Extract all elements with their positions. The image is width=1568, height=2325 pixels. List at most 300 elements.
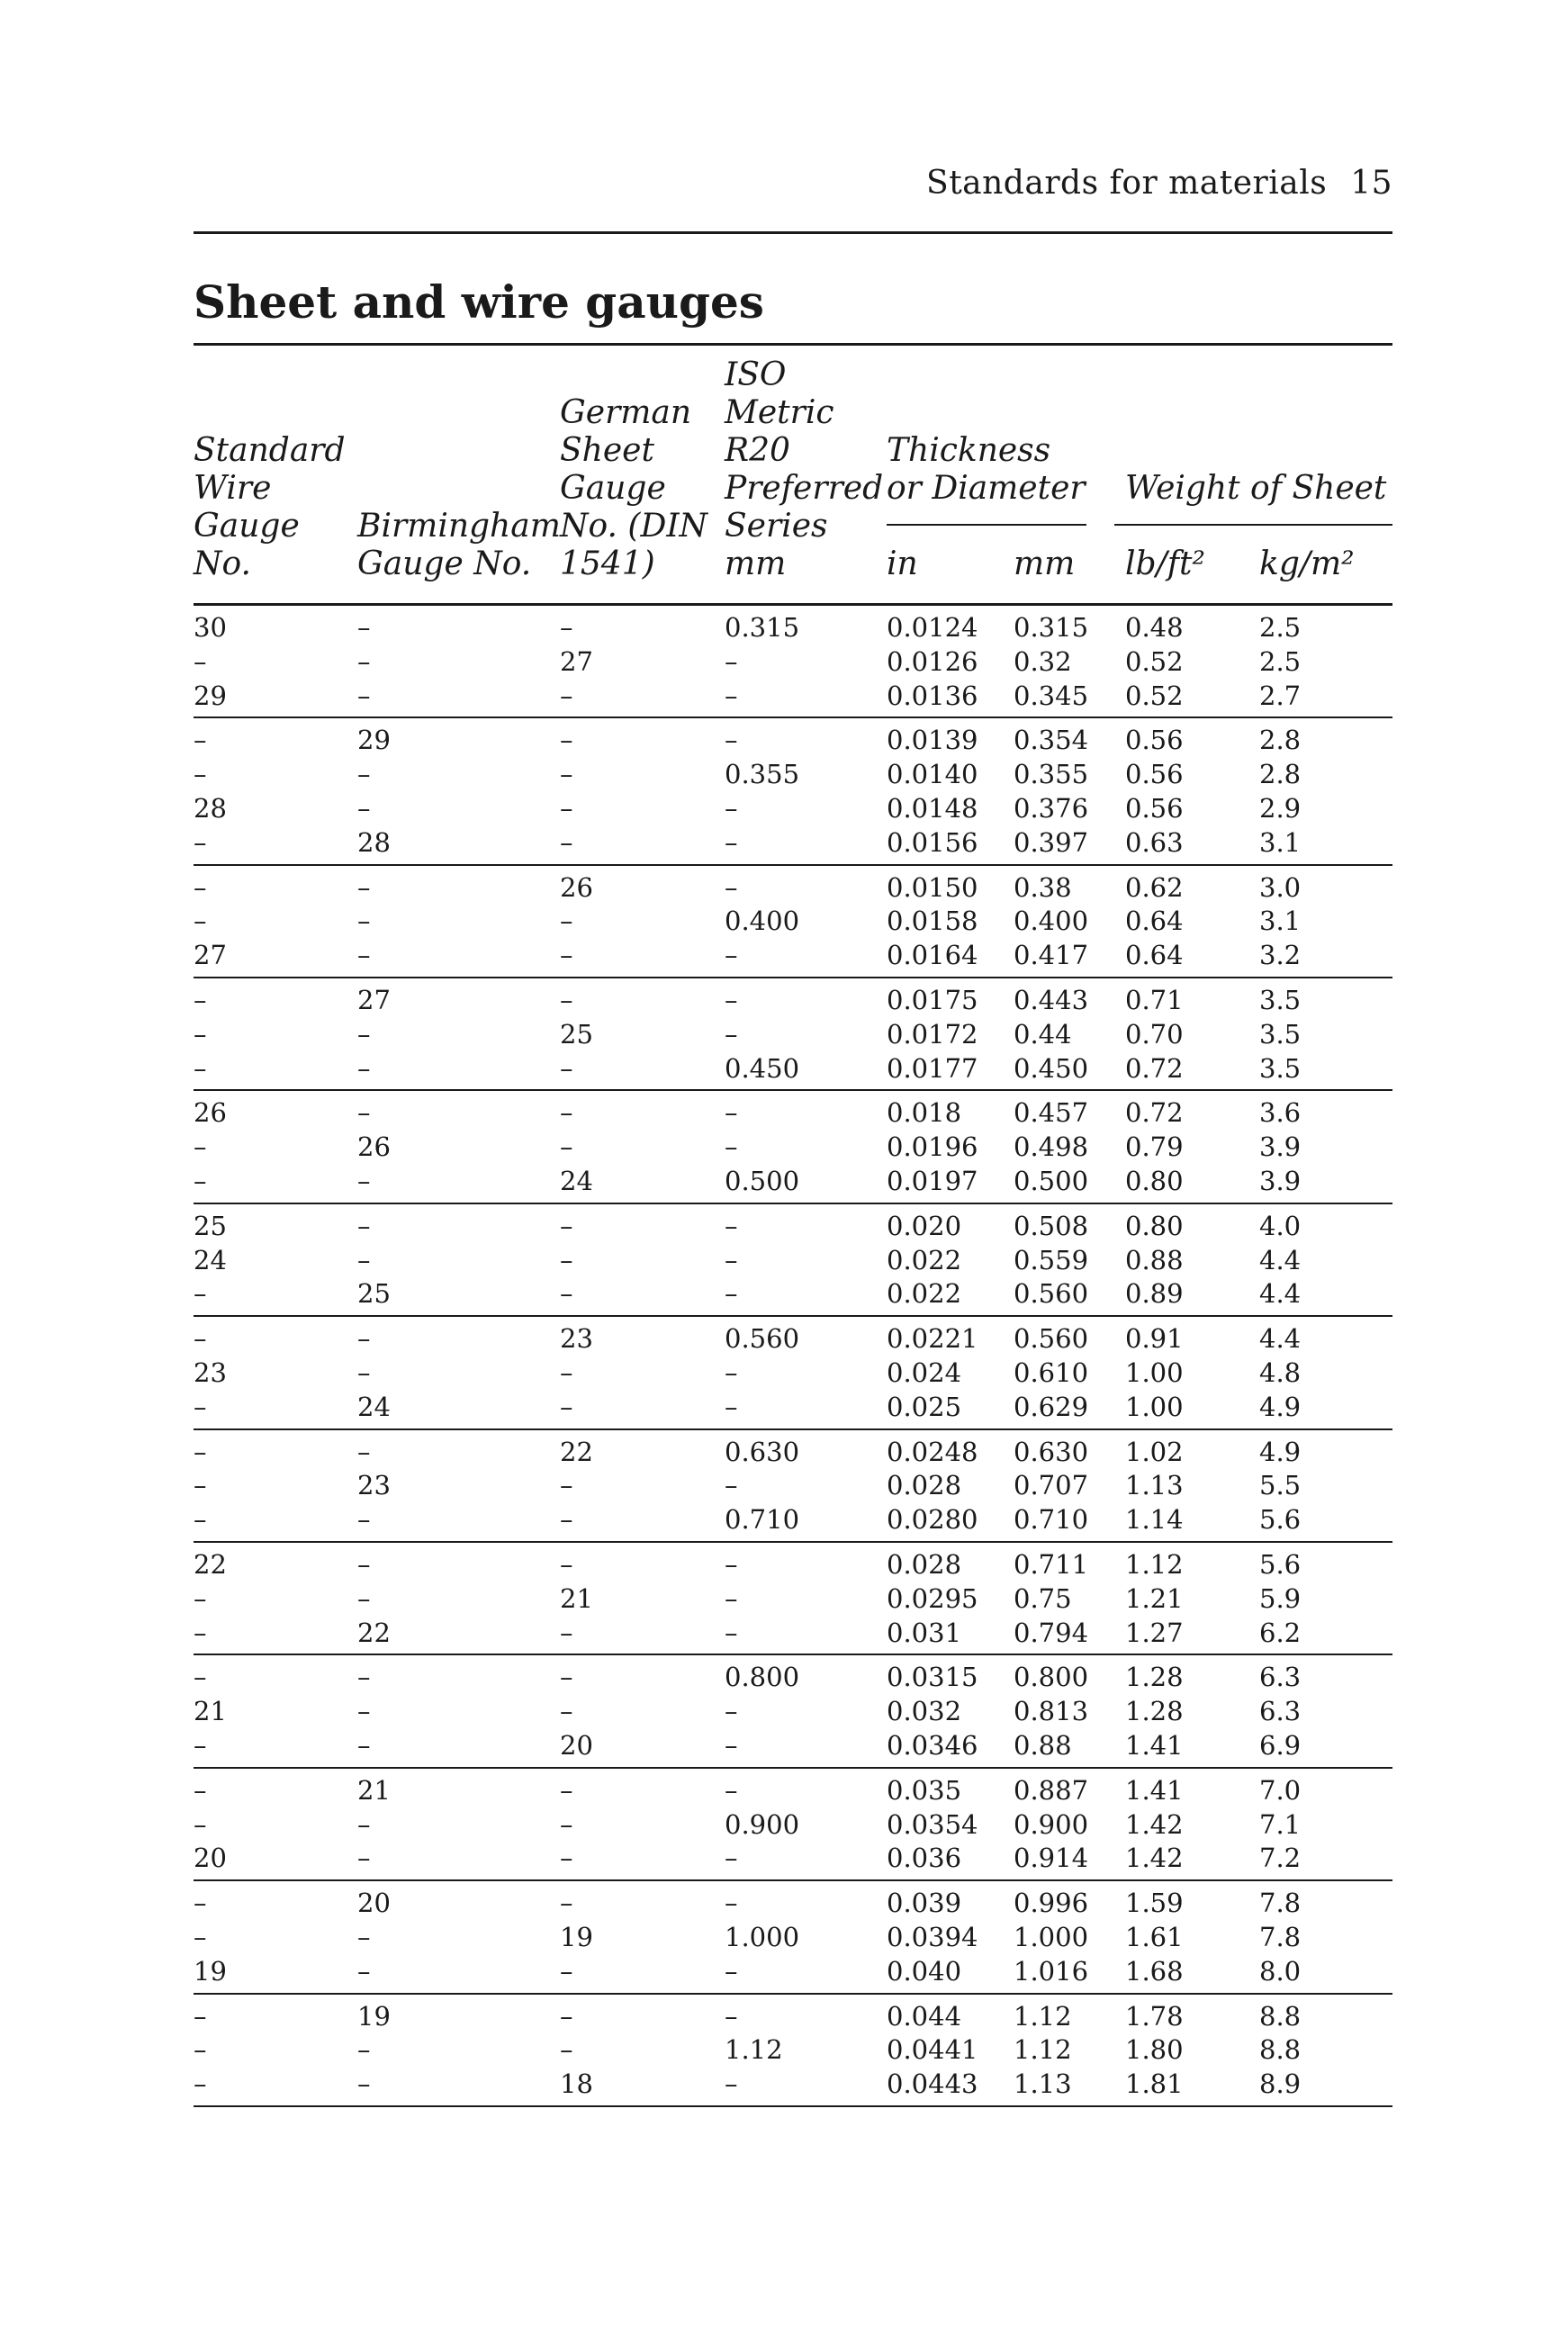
cell-iso: – bbox=[725, 872, 738, 903]
cell-iso: 0.630 bbox=[725, 1437, 800, 1467]
cell-mm: 1.016 bbox=[1014, 1956, 1089, 1987]
cell-bg: – bbox=[357, 1956, 371, 1987]
cell-swg: – bbox=[194, 2034, 207, 2065]
cell-lb: 1.41 bbox=[1125, 1730, 1184, 1761]
cell-german: – bbox=[560, 1662, 573, 1692]
cell-bg: – bbox=[357, 1696, 371, 1726]
page-title: Sheet and wire gauges bbox=[194, 275, 764, 329]
cell-german: – bbox=[560, 1696, 573, 1726]
cell-iso: – bbox=[725, 2001, 738, 2032]
cell-swg: – bbox=[194, 725, 207, 755]
german-sheet-gauge-header-line: 1541) bbox=[560, 545, 655, 582]
cell-iso: 1.000 bbox=[725, 1922, 800, 1952]
cell-kg: 8.0 bbox=[1259, 1956, 1302, 1987]
cell-swg: – bbox=[194, 1618, 207, 1648]
thickness-in-header: in bbox=[887, 545, 918, 582]
cell-bg: 20 bbox=[357, 1888, 391, 1918]
cell-kg: 5.9 bbox=[1259, 1583, 1302, 1614]
group-rule bbox=[194, 1315, 1392, 1317]
cell-lb: 1.42 bbox=[1125, 1843, 1184, 1873]
standard-wire-gauge-header-line: Standard bbox=[194, 432, 346, 469]
cell-mm: 0.32 bbox=[1014, 646, 1072, 677]
cell-in: 0.044 bbox=[887, 2001, 962, 2032]
weight-group-rule bbox=[1114, 524, 1392, 526]
cell-in: 0.032 bbox=[887, 1696, 962, 1726]
cell-kg: 2.8 bbox=[1259, 725, 1302, 755]
cell-mm: 1.12 bbox=[1014, 2034, 1072, 2065]
cell-bg: – bbox=[357, 1211, 371, 1241]
cell-iso: – bbox=[725, 1097, 738, 1128]
cell-in: 0.036 bbox=[887, 1843, 962, 1873]
cell-bg: – bbox=[357, 1922, 371, 1952]
cell-kg: 4.8 bbox=[1259, 1357, 1302, 1388]
cell-german: 24 bbox=[560, 1166, 593, 1196]
cell-german: – bbox=[560, 1775, 573, 1806]
cell-kg: 8.9 bbox=[1259, 2068, 1302, 2099]
cell-german: – bbox=[560, 1211, 573, 1241]
cell-lb: 0.64 bbox=[1125, 906, 1184, 936]
cell-lb: 1.41 bbox=[1125, 1775, 1184, 1806]
cell-lb: 0.80 bbox=[1125, 1211, 1184, 1241]
group-rule bbox=[194, 1654, 1392, 1655]
cell-swg: – bbox=[194, 1809, 207, 1840]
cell-swg: – bbox=[194, 1278, 207, 1309]
cell-lb: 0.48 bbox=[1125, 612, 1184, 643]
cell-kg: 3.5 bbox=[1259, 985, 1302, 1015]
cell-in: 0.035 bbox=[887, 1775, 962, 1806]
cell-german: – bbox=[560, 1956, 573, 1987]
cell-swg: – bbox=[194, 1019, 207, 1050]
cell-mm: 0.629 bbox=[1014, 1392, 1089, 1422]
cell-iso: 1.12 bbox=[725, 2034, 783, 2065]
cell-german: – bbox=[560, 827, 573, 858]
cell-in: 0.0126 bbox=[887, 646, 978, 677]
cell-iso: – bbox=[725, 985, 738, 1015]
cell-lb: 0.80 bbox=[1125, 1166, 1184, 1196]
cell-lb: 0.89 bbox=[1125, 1278, 1184, 1309]
cell-mm: 0.450 bbox=[1014, 1053, 1089, 1084]
iso-r20-header-line: R20 bbox=[725, 432, 790, 469]
cell-german: – bbox=[560, 1278, 573, 1309]
cell-german: – bbox=[560, 1131, 573, 1162]
cell-kg: 8.8 bbox=[1259, 2034, 1302, 2065]
thickness-header-line: or Diameter bbox=[887, 470, 1086, 507]
cell-kg: 4.0 bbox=[1259, 1211, 1302, 1241]
cell-swg: – bbox=[194, 1053, 207, 1084]
cell-iso: 0.800 bbox=[725, 1662, 800, 1692]
cell-swg: 28 bbox=[194, 793, 227, 824]
cell-in: 0.0148 bbox=[887, 793, 978, 824]
cell-kg: 3.9 bbox=[1259, 1131, 1302, 1162]
cell-mm: 0.707 bbox=[1014, 1470, 1089, 1500]
cell-iso: – bbox=[725, 1583, 738, 1614]
cell-bg: – bbox=[357, 872, 371, 903]
cell-lb: 0.72 bbox=[1125, 1097, 1184, 1128]
iso-r20-header-line: Metric bbox=[725, 394, 834, 431]
cell-in: 0.0196 bbox=[887, 1131, 978, 1162]
cell-bg: 26 bbox=[357, 1131, 391, 1162]
cell-swg: 26 bbox=[194, 1097, 227, 1128]
cell-kg: 4.4 bbox=[1259, 1323, 1302, 1354]
cell-mm: 0.900 bbox=[1014, 1809, 1089, 1840]
cell-bg: – bbox=[357, 1437, 371, 1467]
standard-wire-gauge-header-line: Gauge bbox=[194, 508, 300, 545]
cell-kg: 7.8 bbox=[1259, 1922, 1302, 1952]
cell-kg: 3.9 bbox=[1259, 1166, 1302, 1196]
cell-kg: 3.5 bbox=[1259, 1053, 1302, 1084]
cell-kg: 2.5 bbox=[1259, 646, 1302, 677]
cell-swg: – bbox=[194, 1323, 207, 1354]
cell-lb: 1.14 bbox=[1125, 1504, 1184, 1535]
cell-bg: – bbox=[357, 793, 371, 824]
cell-swg: – bbox=[194, 1131, 207, 1162]
cell-iso: – bbox=[725, 2068, 738, 2099]
cell-lb: 1.42 bbox=[1125, 1809, 1184, 1840]
cell-in: 0.0139 bbox=[887, 725, 978, 755]
cell-in: 0.0346 bbox=[887, 1730, 978, 1761]
cell-in: 0.0295 bbox=[887, 1583, 978, 1614]
german-sheet-gauge-header-line: German bbox=[560, 394, 692, 431]
cell-mm: 0.88 bbox=[1014, 1730, 1072, 1761]
cell-lb: 0.91 bbox=[1125, 1323, 1184, 1354]
cell-lb: 1.28 bbox=[1125, 1662, 1184, 1692]
cell-german: – bbox=[560, 1618, 573, 1648]
cell-lb: 0.64 bbox=[1125, 940, 1184, 970]
cell-in: 0.024 bbox=[887, 1357, 962, 1388]
cell-german: – bbox=[560, 2034, 573, 2065]
cell-kg: 5.5 bbox=[1259, 1470, 1302, 1500]
cell-mm: 0.44 bbox=[1014, 1019, 1072, 1050]
cell-lb: 0.56 bbox=[1125, 725, 1184, 755]
cell-swg: – bbox=[194, 1583, 207, 1614]
cell-mm: 0.443 bbox=[1014, 985, 1089, 1015]
cell-swg: 23 bbox=[194, 1357, 227, 1388]
cell-in: 0.0158 bbox=[887, 906, 978, 936]
cell-in: 0.0394 bbox=[887, 1922, 978, 1952]
group-rule bbox=[194, 977, 1392, 978]
cell-mm: 0.355 bbox=[1014, 759, 1089, 789]
cell-mm: 0.560 bbox=[1014, 1323, 1089, 1354]
cell-bg: – bbox=[357, 1097, 371, 1128]
german-sheet-gauge-header-line: Sheet bbox=[560, 432, 654, 469]
cell-bg: 27 bbox=[357, 985, 391, 1015]
thickness-header-line: Thickness bbox=[887, 432, 1051, 469]
cell-lb: 1.28 bbox=[1125, 1696, 1184, 1726]
cell-mm: 0.630 bbox=[1014, 1437, 1089, 1467]
cell-in: 0.0248 bbox=[887, 1437, 978, 1467]
cell-in: 0.0164 bbox=[887, 940, 978, 970]
cell-iso: – bbox=[725, 1470, 738, 1500]
cell-mm: 0.794 bbox=[1014, 1618, 1089, 1648]
cell-bg: – bbox=[357, 1166, 371, 1196]
cell-swg: – bbox=[194, 2068, 207, 2099]
cell-swg: 27 bbox=[194, 940, 227, 970]
cell-lb: 0.79 bbox=[1125, 1131, 1184, 1162]
cell-lb: 0.52 bbox=[1125, 646, 1184, 677]
cell-german: – bbox=[560, 612, 573, 643]
cell-lb: 0.62 bbox=[1125, 872, 1184, 903]
cell-iso: – bbox=[725, 1549, 738, 1580]
cell-lb: 1.00 bbox=[1125, 1392, 1184, 1422]
weight-header: Weight of Sheet bbox=[1125, 470, 1387, 507]
cell-swg: 21 bbox=[194, 1696, 227, 1726]
cell-swg: – bbox=[194, 2001, 207, 2032]
cell-lb: 1.81 bbox=[1125, 2068, 1184, 2099]
cell-kg: 4.9 bbox=[1259, 1437, 1302, 1467]
cell-kg: 4.4 bbox=[1259, 1278, 1302, 1309]
cell-iso: – bbox=[725, 1211, 738, 1241]
cell-german: 26 bbox=[560, 872, 593, 903]
cell-kg: 3.6 bbox=[1259, 1097, 1302, 1128]
cell-iso: – bbox=[725, 827, 738, 858]
iso-r20-header-line: Preferred bbox=[725, 470, 884, 507]
cell-german: 23 bbox=[560, 1323, 593, 1354]
iso-r20-header-line: Series bbox=[725, 508, 828, 545]
cell-mm: 1.000 bbox=[1014, 1922, 1089, 1952]
cell-in: 0.025 bbox=[887, 1392, 962, 1422]
cell-german: 19 bbox=[560, 1922, 593, 1952]
cell-swg: – bbox=[194, 872, 207, 903]
cell-iso: – bbox=[725, 680, 738, 711]
cell-lb: 1.61 bbox=[1125, 1922, 1184, 1952]
iso-r20-header-line: ISO bbox=[725, 356, 787, 393]
cell-in: 0.028 bbox=[887, 1549, 962, 1580]
cell-in: 0.0197 bbox=[887, 1166, 978, 1196]
cell-in: 0.039 bbox=[887, 1888, 962, 1918]
group-rule bbox=[194, 1993, 1392, 1995]
cell-in: 0.022 bbox=[887, 1245, 962, 1275]
cell-bg: 19 bbox=[357, 2001, 391, 2032]
title-rule bbox=[194, 343, 1392, 346]
cell-bg: – bbox=[357, 680, 371, 711]
cell-in: 0.022 bbox=[887, 1278, 962, 1309]
cell-swg: – bbox=[194, 646, 207, 677]
cell-iso: – bbox=[725, 1392, 738, 1422]
running-title: Standards for materials bbox=[926, 165, 1328, 202]
cell-iso: – bbox=[725, 1019, 738, 1050]
cell-mm: 0.559 bbox=[1014, 1245, 1089, 1275]
cell-kg: 2.8 bbox=[1259, 759, 1302, 789]
cell-kg: 6.3 bbox=[1259, 1696, 1302, 1726]
cell-swg: 30 bbox=[194, 612, 227, 643]
cell-swg: – bbox=[194, 1775, 207, 1806]
cell-iso: – bbox=[725, 725, 738, 755]
cell-lb: 1.13 bbox=[1125, 1470, 1184, 1500]
cell-bg: – bbox=[357, 2068, 371, 2099]
cell-lb: 1.02 bbox=[1125, 1437, 1184, 1467]
weight-kg-header: kg/m² bbox=[1259, 545, 1355, 582]
cell-german: 18 bbox=[560, 2068, 593, 2099]
cell-lb: 0.56 bbox=[1125, 793, 1184, 824]
cell-kg: 7.0 bbox=[1259, 1775, 1302, 1806]
cell-kg: 4.4 bbox=[1259, 1245, 1302, 1275]
cell-in: 0.020 bbox=[887, 1211, 962, 1241]
cell-swg: – bbox=[194, 1166, 207, 1196]
cell-iso: – bbox=[725, 646, 738, 677]
cell-in: 0.028 bbox=[887, 1470, 962, 1500]
cell-bg: – bbox=[357, 1662, 371, 1692]
iso-r20-header-line: mm bbox=[725, 545, 787, 582]
cell-swg: – bbox=[194, 1437, 207, 1467]
cell-kg: 3.1 bbox=[1259, 827, 1302, 858]
cell-mm: 0.610 bbox=[1014, 1357, 1089, 1388]
group-rule bbox=[194, 1203, 1392, 1204]
header-bottom-rule bbox=[194, 603, 1392, 606]
cell-lb: 1.68 bbox=[1125, 1956, 1184, 1987]
cell-iso: – bbox=[725, 1618, 738, 1648]
cell-lb: 1.21 bbox=[1125, 1583, 1184, 1614]
cell-iso: – bbox=[725, 1843, 738, 1873]
group-rule bbox=[194, 716, 1392, 718]
cell-kg: 8.8 bbox=[1259, 2001, 1302, 2032]
group-rule bbox=[194, 1089, 1392, 1091]
birmingham-gauge-header-line: Birmingham bbox=[357, 508, 561, 545]
running-head bbox=[0, 165, 1392, 202]
cell-bg: – bbox=[357, 759, 371, 789]
cell-swg: – bbox=[194, 906, 207, 936]
cell-kg: 3.0 bbox=[1259, 872, 1302, 903]
cell-in: 0.0136 bbox=[887, 680, 978, 711]
cell-mm: 0.397 bbox=[1014, 827, 1089, 858]
page-number: 15 bbox=[1350, 165, 1392, 202]
cell-mm: 1.12 bbox=[1014, 2001, 1072, 2032]
cell-mm: 0.887 bbox=[1014, 1775, 1089, 1806]
cell-swg: – bbox=[194, 1888, 207, 1918]
cell-in: 0.018 bbox=[887, 1097, 962, 1128]
cell-kg: 7.2 bbox=[1259, 1843, 1302, 1873]
group-rule bbox=[194, 1767, 1392, 1769]
cell-bg: 22 bbox=[357, 1618, 391, 1648]
cell-kg: 7.8 bbox=[1259, 1888, 1302, 1918]
cell-swg: – bbox=[194, 1730, 207, 1761]
cell-kg: 6.3 bbox=[1259, 1662, 1302, 1692]
table-bottom-rule bbox=[194, 2105, 1392, 2107]
cell-german: – bbox=[560, 1357, 573, 1388]
cell-german: 25 bbox=[560, 1019, 593, 1050]
cell-swg: – bbox=[194, 1922, 207, 1952]
cell-bg: – bbox=[357, 1583, 371, 1614]
cell-iso: 0.560 bbox=[725, 1323, 800, 1354]
cell-german: – bbox=[560, 985, 573, 1015]
cell-iso: – bbox=[725, 1357, 738, 1388]
cell-swg: 20 bbox=[194, 1843, 227, 1873]
cell-swg: – bbox=[194, 985, 207, 1015]
cell-iso: 0.315 bbox=[725, 612, 800, 643]
cell-bg: 21 bbox=[357, 1775, 391, 1806]
cell-mm: 0.498 bbox=[1014, 1131, 1089, 1162]
cell-german: – bbox=[560, 1809, 573, 1840]
cell-bg: – bbox=[357, 1357, 371, 1388]
cell-swg: – bbox=[194, 1470, 207, 1500]
cell-kg: 2.5 bbox=[1259, 612, 1302, 643]
cell-mm: 1.13 bbox=[1014, 2068, 1072, 2099]
cell-iso: 0.500 bbox=[725, 1166, 800, 1196]
cell-bg: – bbox=[357, 2034, 371, 2065]
cell-mm: 0.457 bbox=[1014, 1097, 1089, 1128]
group-rule bbox=[194, 1541, 1392, 1543]
german-sheet-gauge-header-line: No. (DIN bbox=[560, 508, 708, 545]
cell-iso: – bbox=[725, 793, 738, 824]
cell-mm: 0.376 bbox=[1014, 793, 1089, 824]
cell-mm: 0.711 bbox=[1014, 1549, 1089, 1580]
cell-bg: – bbox=[357, 612, 371, 643]
cell-bg: 29 bbox=[357, 725, 391, 755]
cell-kg: 6.9 bbox=[1259, 1730, 1302, 1761]
cell-mm: 0.800 bbox=[1014, 1662, 1089, 1692]
thickness-mm-header: mm bbox=[1014, 545, 1076, 582]
cell-mm: 0.813 bbox=[1014, 1696, 1089, 1726]
cell-iso: – bbox=[725, 1696, 738, 1726]
cell-german: 22 bbox=[560, 1437, 593, 1467]
cell-in: 0.0124 bbox=[887, 612, 978, 643]
cell-kg: 3.5 bbox=[1259, 1019, 1302, 1050]
cell-bg: – bbox=[357, 940, 371, 970]
cell-mm: 0.710 bbox=[1014, 1504, 1089, 1535]
standard-wire-gauge-header-line: No. bbox=[194, 545, 251, 582]
cell-kg: 5.6 bbox=[1259, 1549, 1302, 1580]
cell-bg: 28 bbox=[357, 827, 391, 858]
cell-german: – bbox=[560, 1888, 573, 1918]
cell-swg: – bbox=[194, 1504, 207, 1535]
cell-german: – bbox=[560, 940, 573, 970]
cell-bg: – bbox=[357, 1809, 371, 1840]
cell-iso: 0.355 bbox=[725, 759, 800, 789]
cell-lb: 1.12 bbox=[1125, 1549, 1184, 1580]
cell-kg: 3.1 bbox=[1259, 906, 1302, 936]
cell-german: – bbox=[560, 1097, 573, 1128]
cell-bg: – bbox=[357, 1730, 371, 1761]
cell-mm: 0.38 bbox=[1014, 872, 1072, 903]
cell-in: 0.0280 bbox=[887, 1504, 978, 1535]
cell-swg: 25 bbox=[194, 1211, 227, 1241]
cell-mm: 0.914 bbox=[1014, 1843, 1089, 1873]
cell-lb: 0.71 bbox=[1125, 985, 1184, 1015]
cell-german: – bbox=[560, 906, 573, 936]
cell-in: 0.0443 bbox=[887, 2068, 978, 2099]
cell-lb: 0.56 bbox=[1125, 759, 1184, 789]
cell-german: – bbox=[560, 680, 573, 711]
cell-bg: – bbox=[357, 1245, 371, 1275]
thickness-group-rule bbox=[887, 524, 1086, 526]
cell-german: – bbox=[560, 1392, 573, 1422]
cell-in: 0.0441 bbox=[887, 2034, 978, 2065]
cell-in: 0.0315 bbox=[887, 1662, 978, 1692]
cell-german: 21 bbox=[560, 1583, 593, 1614]
cell-swg: 24 bbox=[194, 1245, 227, 1275]
cell-mm: 0.315 bbox=[1014, 612, 1089, 643]
cell-lb: 0.63 bbox=[1125, 827, 1184, 858]
cell-iso: – bbox=[725, 1278, 738, 1309]
cell-german: – bbox=[560, 793, 573, 824]
cell-german: – bbox=[560, 725, 573, 755]
cell-swg: 29 bbox=[194, 680, 227, 711]
cell-bg: 24 bbox=[357, 1392, 391, 1422]
weight-lb-header: lb/ft² bbox=[1125, 545, 1205, 582]
cell-kg: 4.9 bbox=[1259, 1392, 1302, 1422]
cell-mm: 0.345 bbox=[1014, 680, 1089, 711]
cell-german: – bbox=[560, 759, 573, 789]
cell-mm: 0.400 bbox=[1014, 906, 1089, 936]
cell-iso: 0.710 bbox=[725, 1504, 800, 1535]
cell-swg: – bbox=[194, 827, 207, 858]
header-rule bbox=[194, 231, 1392, 234]
cell-bg: 25 bbox=[357, 1278, 391, 1309]
cell-iso: 0.400 bbox=[725, 906, 800, 936]
group-rule bbox=[194, 1428, 1392, 1430]
cell-swg: 22 bbox=[194, 1549, 227, 1580]
cell-iso: – bbox=[725, 940, 738, 970]
german-sheet-gauge-header-line: Gauge bbox=[560, 470, 666, 507]
